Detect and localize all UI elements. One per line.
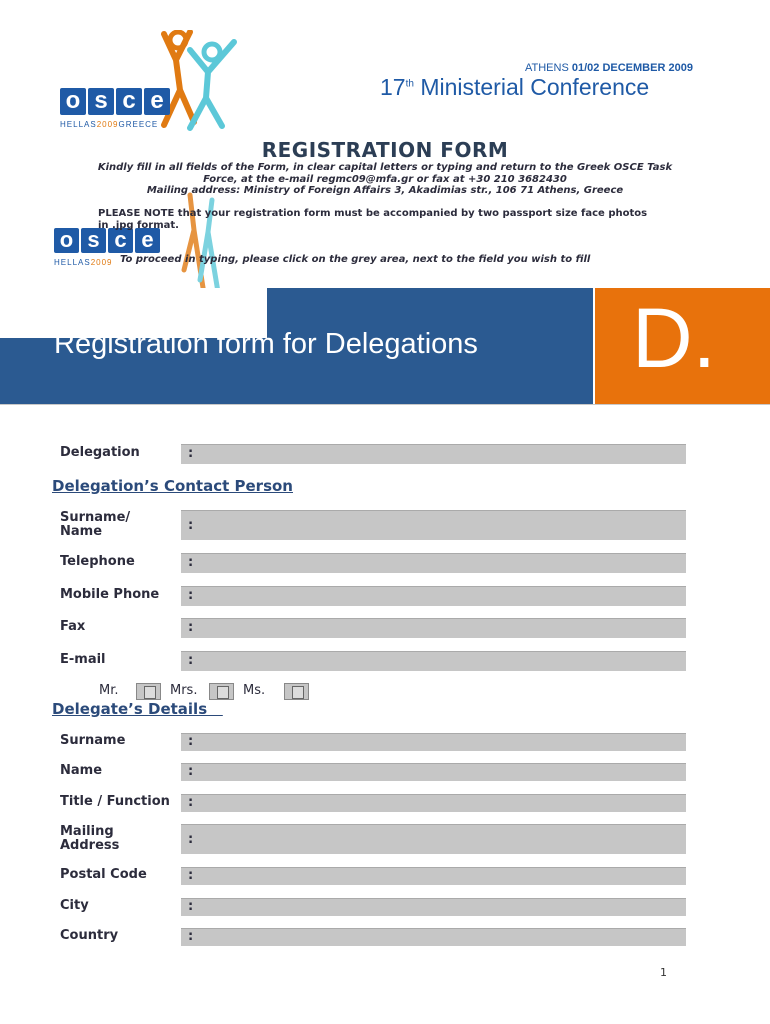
conference-date: ATHENS 01/02 DECEMBER 2009 [525, 62, 693, 74]
title-mrs-checkbox[interactable] [209, 683, 234, 700]
postal-code-field[interactable] [181, 867, 686, 885]
colon: : [188, 518, 194, 533]
contact-surname-name-label: Surname/ Name [60, 510, 131, 539]
fax-field[interactable] [181, 618, 686, 638]
city-field[interactable] [181, 898, 686, 916]
hellas-logo-text: HELLAS2009GREECE [60, 120, 159, 129]
colon: : [188, 899, 194, 914]
osce-logo-letter: o [60, 88, 86, 115]
osce-logo-letter: e [144, 88, 170, 115]
colon: : [188, 764, 194, 779]
title-mr-label: Mr. [99, 683, 119, 698]
telephone-label: Telephone [60, 554, 135, 569]
colon: : [188, 734, 194, 749]
country-label: Country [60, 928, 119, 943]
osce-logo-letter: s [81, 228, 106, 253]
city-label: City [60, 898, 89, 913]
email-label: E-mail [60, 652, 106, 667]
delegation-label: Delegation [60, 445, 140, 460]
email-field[interactable] [181, 651, 686, 671]
surname-field[interactable] [181, 733, 686, 751]
intro-text: Kindly fill in all fields of the Form, in clear capital letters or typing and return to the Greek OSCE Task Force, at the e-mail regmc09@mfa.gr or fax at +30 210 3682430 Mailing address: Ministry of Foreign Affairs 3, Akadimias str., 106 71 Athens, Greece [97, 162, 673, 196]
conference-title: 17th Ministerial Conference [380, 74, 650, 100]
conference-figures-icon [150, 30, 245, 135]
mailing-address-label: Mailing Address [60, 824, 120, 853]
title-function-field[interactable] [181, 794, 686, 812]
osce-logo-letter: c [116, 88, 142, 115]
page-number: 1 [660, 966, 667, 979]
colon: : [188, 620, 194, 635]
telephone-field[interactable] [181, 553, 686, 573]
proceed-instruction: To proceed in typing, please click on the grey area, next to the field you wish to fill [120, 254, 591, 265]
title-function-label: Title / Function [60, 794, 170, 809]
title-mrs-label: Mrs. [170, 683, 198, 698]
osce-logo-letter: s [88, 88, 114, 115]
fax-label: Fax [60, 619, 86, 634]
mailing-address-field[interactable] [181, 824, 686, 854]
divider [0, 404, 770, 405]
colon: : [188, 832, 194, 847]
banner-title: Registration form for Delegations [54, 328, 478, 360]
banner-letter: D. [632, 291, 716, 385]
colon: : [188, 929, 194, 944]
title-ms-checkbox[interactable] [284, 683, 309, 700]
delegate-section-heading: Delegate’s Details [52, 700, 223, 718]
colon: : [188, 868, 194, 883]
name-label: Name [60, 763, 103, 778]
contact-surname-name-field[interactable] [181, 510, 686, 540]
delegation-field[interactable] [181, 444, 686, 464]
mobile-phone-field[interactable] [181, 586, 686, 606]
osce-logo-letter: c [108, 228, 133, 253]
postal-code-label: Postal Code [60, 867, 147, 882]
osce-logo-letter: o [54, 228, 79, 253]
title-mr-checkbox[interactable] [136, 683, 161, 700]
osce-logo [60, 88, 170, 115]
hellas-logo-text-small: HELLAS2009 [54, 258, 113, 267]
note-text: PLEASE NOTE that your registration form must be accompanied by two passport size face photos in .jpg format. [98, 208, 648, 231]
mobile-phone-label: Mobile Phone [60, 587, 160, 602]
country-field[interactable] [181, 928, 686, 946]
colon: : [188, 555, 194, 570]
colon: : [188, 446, 194, 461]
title-ms-label: Ms. [243, 683, 266, 698]
colon: : [188, 653, 194, 668]
surname-label: Surname [60, 733, 126, 748]
conference-figures-faded-icon [170, 190, 245, 300]
name-field[interactable] [181, 763, 686, 781]
page-title: REGISTRATION FORM [261, 138, 509, 162]
colon: : [188, 795, 194, 810]
contact-section-heading: Delegation’s Contact Person [52, 477, 293, 495]
colon: : [188, 588, 194, 603]
osce-logo-letter: e [135, 228, 160, 253]
